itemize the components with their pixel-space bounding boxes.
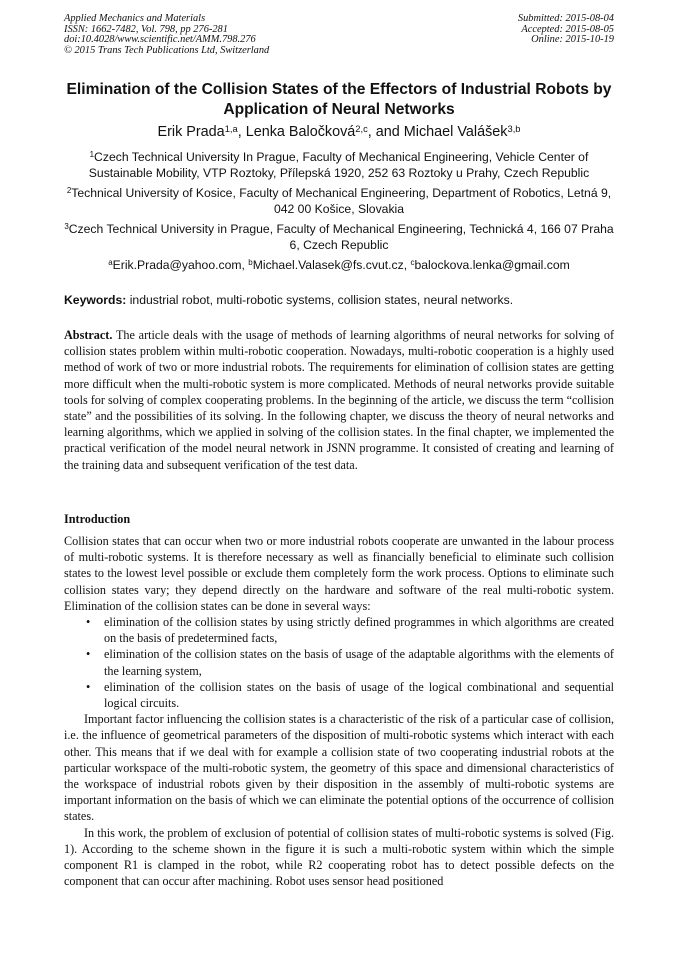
abstract [64, 327, 614, 473]
list-item [64, 679, 614, 711]
email-superscript: a [108, 258, 113, 268]
submitted-date: Submitted: 2015-08-04 [517, 13, 614, 24]
affiliation-superscript: 2 [66, 186, 72, 196]
list-item-text: elimination of the collision states on the basis of usage of the adaptable algorithms with the elements of the learning system, [104, 647, 614, 678]
author-list [50, 123, 628, 141]
submission-dates [518, 14, 614, 46]
keywords-text: industrial robot, multi-robotic systems, collision states, neural networks. [129, 293, 514, 307]
introduction-body [64, 533, 614, 889]
paper-title: Elimination of the Collision States of the Effectors of Industrial Robots by Application of Neural Networks [66, 81, 612, 118]
author-name: Michael Valášek [403, 124, 508, 140]
email-superscript: c [410, 258, 415, 268]
journal-info [64, 14, 269, 56]
keywords-label: Keywords: [64, 293, 127, 307]
email-address[interactable]: Michael.Valasek@fs.cvut.cz, [252, 258, 411, 272]
author-separator: , and [367, 124, 404, 140]
online-date: Online: 2015-10-19 [531, 34, 614, 46]
email-address[interactable]: balockova.lenka@gmail.com [414, 258, 570, 272]
affiliation-1 [62, 150, 616, 181]
keywords [64, 293, 614, 308]
affiliation-text: Technical University of Kosice, Faculty of Mechanical Engineering, Department of Robotics, Letná 9, 042 00 Košice, Slovakia [71, 186, 612, 216]
paragraph: Collision states that can occur when two or more industrial robots cooperate are unwanted in the labour process of multi-robotic systems. It is therefore necessary as well as financially beneficial to eliminate such collision states to the lowest level possible or exclude them completely form the work process. Options to eliminate such collision states vary; they depend directly on the hardware and software of the real multi-robotic system. Elimination of the collision states can be done in several ways: [64, 534, 614, 613]
copyright-line: © 2015 Trans Tech Publications Ltd, Switzerland [64, 44, 270, 56]
journal-name: Applied Mechanics and Materials [64, 13, 206, 24]
paragraph: Important factor influencing the collision states is a characteristic of the risk of a particular case of collision, i.e. the influence of geometrical parameters of the disposition of multi-robotic systems which interact with each other. This means that if we deal with for example a collision state of two cooperating industrial robots at the particular workspace of the multi-robotic system, the geometry of this space and dimensional characteristics of the workspace of industrial robots given by their disposition in the assembly of multi-robotic systems are important information on the basis of which we can eliminate the potential options of the occurrence of collision states. [64, 712, 614, 824]
list-item-text: elimination of the collision states by using strictly defined programmes in which algorithms are created on the basis of predetermined facts, [104, 615, 614, 646]
list-item [64, 646, 614, 678]
email-superscript: b [248, 258, 253, 268]
email-list [50, 258, 628, 273]
author-separator: , [237, 124, 246, 140]
bullet-icon: • [86, 679, 91, 694]
author-superscript: 3,b [507, 123, 521, 134]
affiliation-superscript: 1 [89, 150, 95, 160]
list-item-text: elimination of the collision states on the basis of usage of the logical combinational and sequential logical circuits. [104, 679, 614, 711]
author-superscript: 2,c [355, 123, 368, 134]
accepted-date: Accepted: 2015-08-05 [521, 23, 614, 35]
author-name: Erik Prada [157, 124, 225, 140]
email-address[interactable]: Erik.Prada@yahoo.com, [112, 258, 249, 272]
affiliation-3 [62, 222, 616, 253]
affiliation-text: Czech Technical University In Prague, Faculty of Mechanical Engineering, Vehicle Center of Sustainable Mobility, VTP Roztoky, Přílepská 1920, 252 63 Roztoky u Prahy, Czech Republic [88, 150, 590, 180]
author-name: Lenka Baločková [245, 124, 356, 140]
abstract-label: Abstract. [64, 328, 113, 342]
bullet-list [64, 614, 614, 711]
bullet-icon: • [86, 647, 91, 662]
list-item [64, 614, 614, 646]
affiliation-text: Czech Technical University in Prague, Faculty of Mechanical Engineering, Technická 4, 166 07 Praha 6, Czech Republic [68, 222, 614, 252]
issn-line: ISSN: 1662-7482, Vol. 798, pp 276-281 [64, 23, 228, 35]
section-heading: Introduction [64, 512, 131, 526]
paragraph: In this work, the problem of exclusion of potential of collision states of multi-robotic systems is solved (Fig. 1). According to the scheme shown in the figure it is such a multi-robotic system within which the simple component R1 is clamped in the robot, while R2 cooperating robot has to detect possible defects on the component that can occur after machining. Robot uses sensor head positioned [64, 825, 614, 889]
doi-line: doi:10.4028/www.scientific.net/AMM.798.276 [64, 34, 256, 46]
author-superscript: 1,a [224, 123, 238, 134]
affiliation-superscript: 3 [64, 222, 69, 232]
affiliation-2 [62, 186, 616, 217]
abstract-text: The article deals with the usage of methods of learning algorithms of neural networks for solving of collision states problem within multi-robotic cooperation. Nowadays, multi-robotic cooperation is a highly used method of work of two or more industrial robots. The requirements for elimination of collision states are getting more difficult when the multi-robotic system is more complicated. Methods of neural networks provide suitable tools for solving of complex cooperating problems. In the beginning of the article, we discuss the term “collision state” and the possibilities of its solving. In the following chapter, we discuss the theory of neural networks and learning algorithms, which we applied in solving of the collision states. In the final chapter, we implemented the practical verification of the model neural network in JSNN programme. It consisted of creating and learning of the training data and subsequent verification of the test data. [64, 328, 615, 472]
bullet-icon: • [86, 615, 91, 630]
